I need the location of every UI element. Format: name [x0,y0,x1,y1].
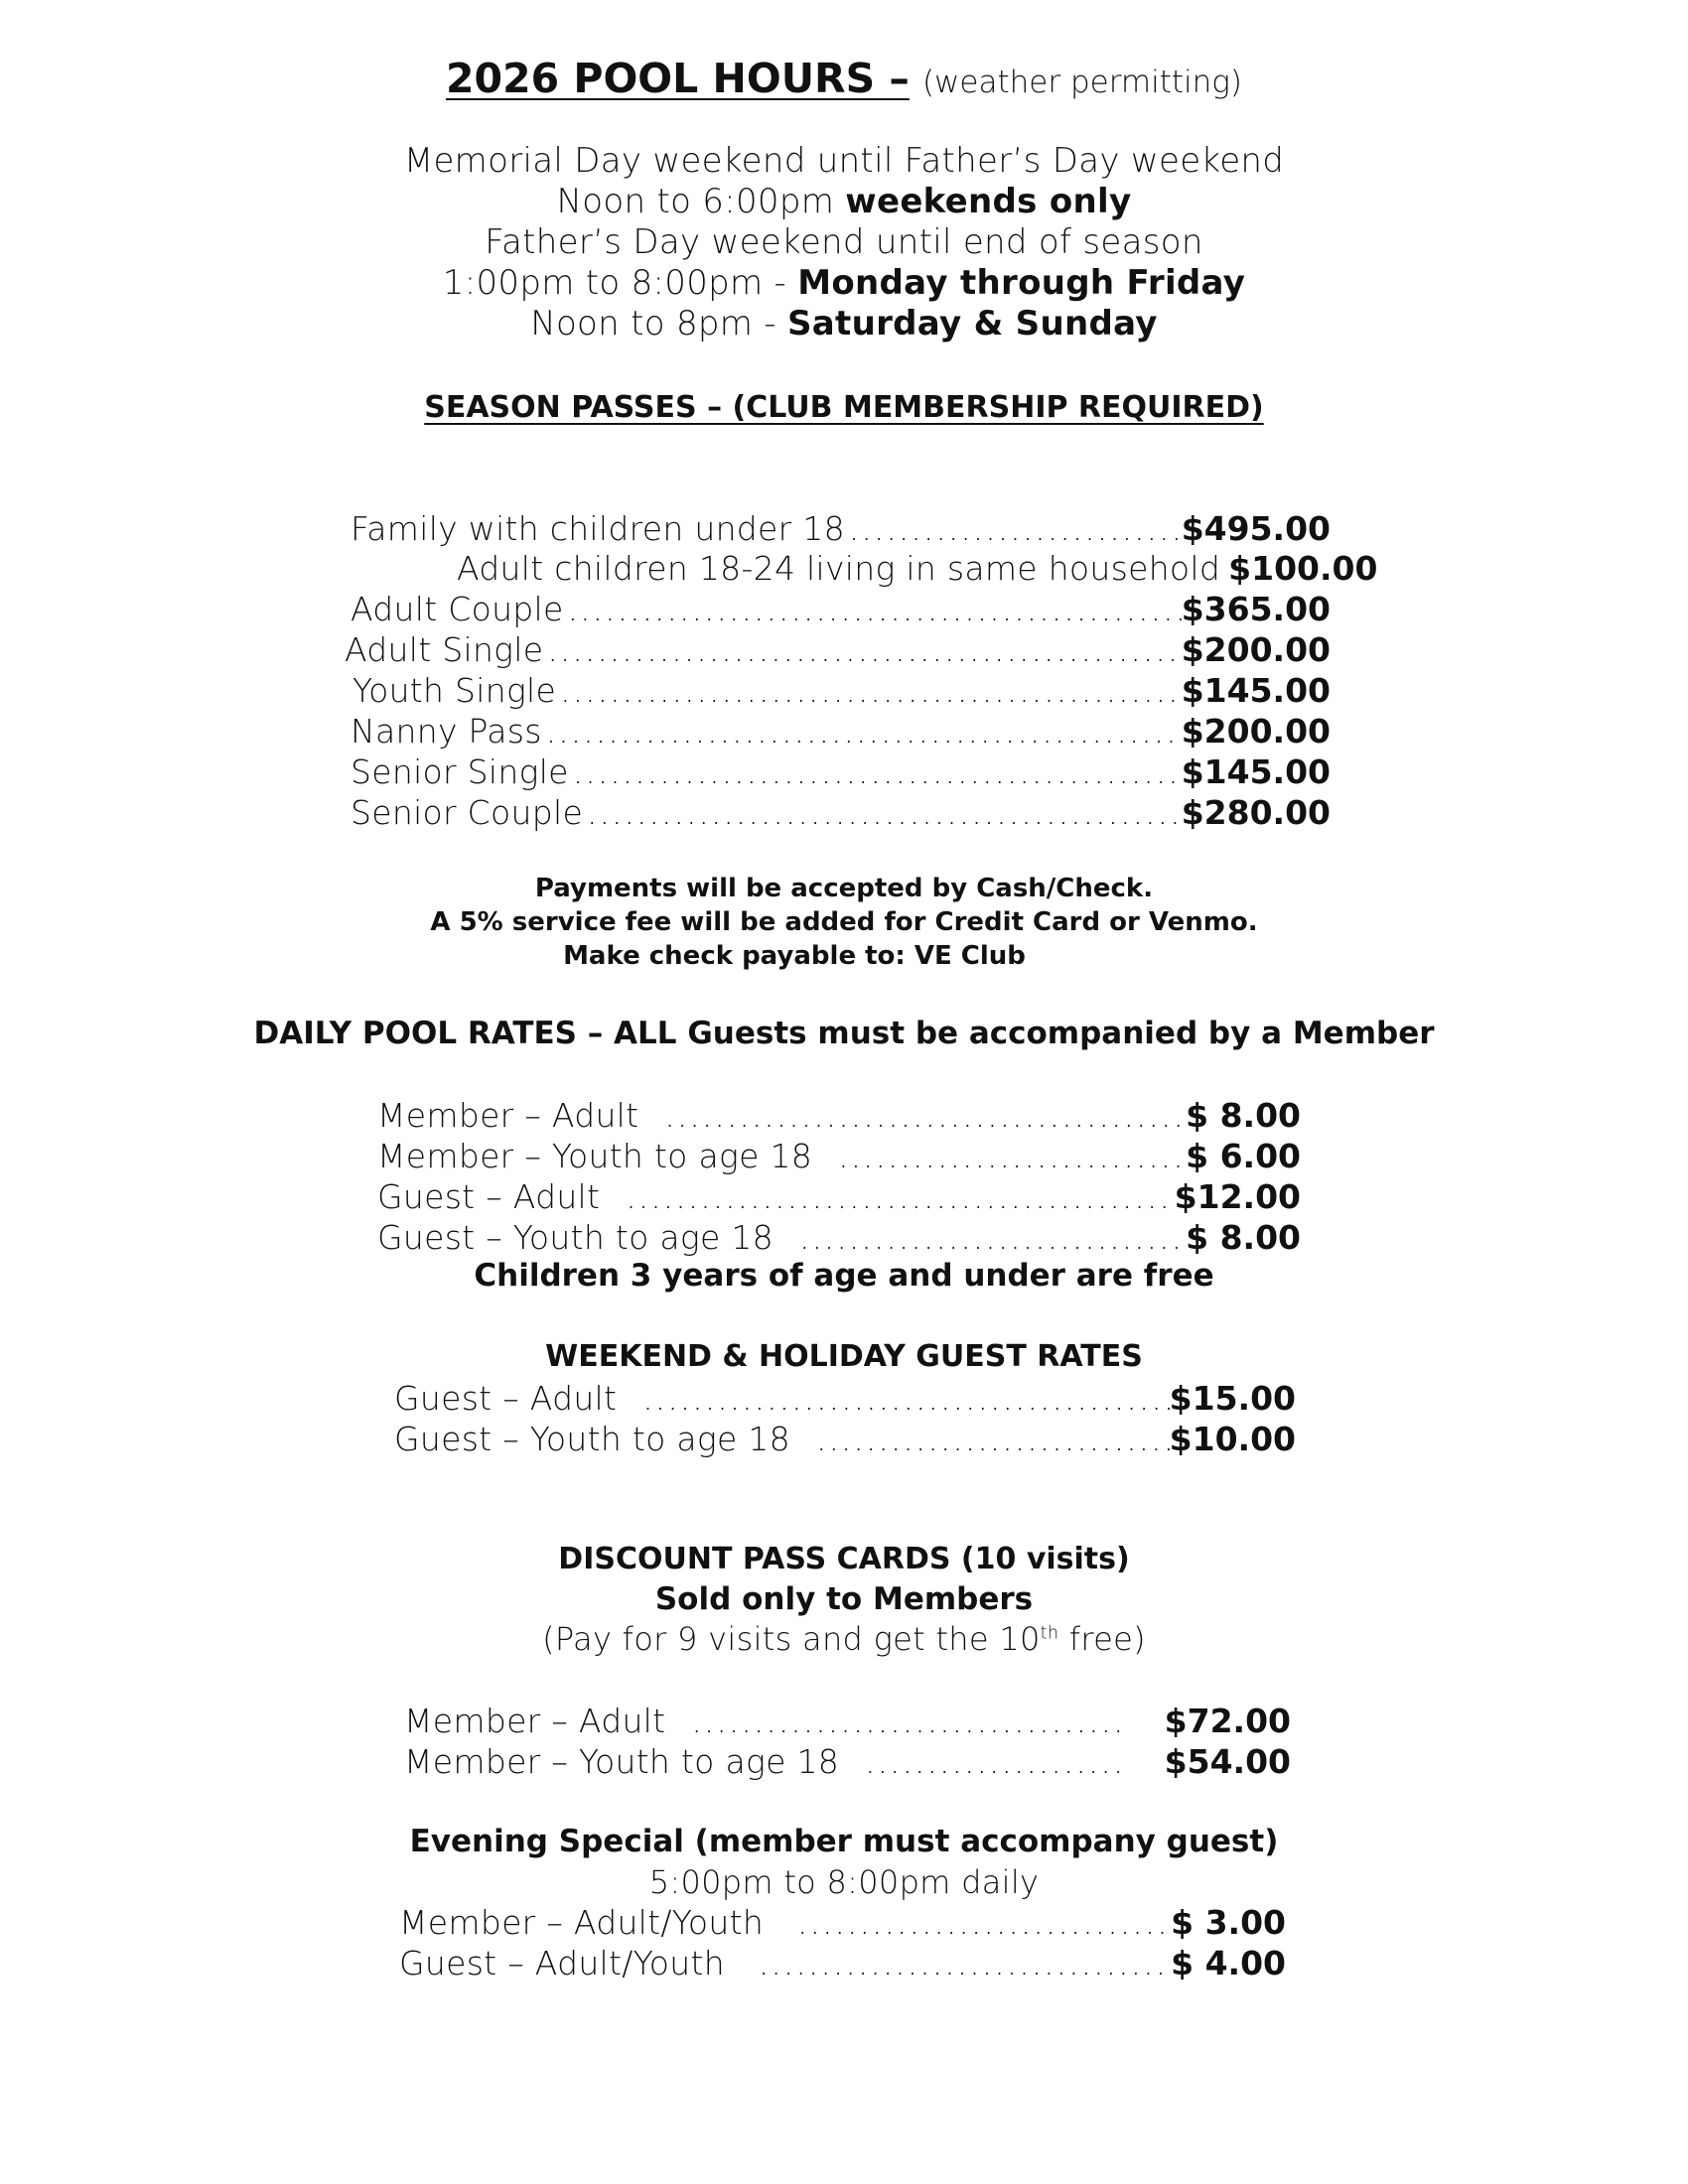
evening-label: Guest – Adult/Youth [399,1944,725,1982]
leader-dots [556,671,1182,710]
discount-row [404,1742,1291,1784]
leader-dots [638,1379,1169,1418]
rate-price: $15.00 [1169,1379,1296,1418]
evening-label: Member – Adult/Youth [399,1903,765,1942]
pass-price: $100.00 [1228,549,1378,588]
leader-dots [861,1742,1125,1781]
hours-bold: Monday through Friday [797,263,1246,303]
discount-price: $54.00 [1164,1742,1291,1781]
leader-dots [793,1903,1171,1942]
discount-note [0,1620,1688,1658]
discount-note-text: (Pay for 9 visits and get the 10 [542,1620,1041,1658]
leader-dots [834,1137,1186,1175]
leader-dots [755,1944,1171,1982]
rate-label: Guest – Youth to age 18 [394,1420,790,1458]
hours-line [0,263,1688,303]
daily-rate-row [377,1218,1301,1260]
leader-dots [812,1420,1170,1458]
leader-dots [795,1218,1186,1257]
discount-heading: DISCOUNT PASS CARDS (10 visits) [558,1542,1130,1576]
pass-price: $200.00 [1181,630,1331,669]
weekend-rates-heading: WEEKEND & HOLIDAY GUEST RATES [545,1339,1143,1374]
hours-line [0,141,1688,181]
pass-price: $145.00 [1181,671,1331,710]
evening-row [399,1944,1286,1985]
evening-heading: Evening Special (member must accompany guest) [409,1824,1279,1859]
leader-dots [543,630,1181,669]
title-text: 2026 POOL HOURS – [446,55,910,102]
pass-price: $365.00 [1181,590,1331,628]
evening-hours: 5:00pm to 8:00pm daily [648,1863,1040,1901]
hours-text: Memorial Day weekend until Father’s Day weekend [403,141,1285,181]
hours-line [0,222,1688,262]
season-pass-row [345,630,1331,672]
leader-dots [622,1177,1174,1216]
pass-price: $495.00 [1181,509,1331,548]
leader-dots [583,793,1182,832]
pass-label: Youth Single [352,671,557,710]
daily-rate-row [377,1137,1301,1178]
hours-text: Noon to 8pm - [530,304,787,343]
weekend-rate-row [394,1420,1296,1461]
leader-dots [542,712,1182,751]
leader-dots [564,590,1182,628]
leader-dots [660,1096,1186,1135]
rate-label: Guest – Youth to age 18 [377,1218,774,1257]
leader-dots [845,509,1182,548]
children-free-note: Children 3 years of age and under are free [474,1258,1214,1294]
hours-text: Father’s Day weekend until end of season [485,222,1203,262]
hours-line [0,182,1688,221]
rate-label: Guest – Adult [394,1379,618,1418]
pass-label: Adult Single [345,630,544,669]
season-pass-row [352,671,1331,713]
pass-price: $200.00 [1181,712,1331,751]
daily-rate-row [377,1177,1301,1219]
leader-dots [1220,549,1228,588]
pass-price: $145.00 [1181,752,1331,791]
season-pass-row [351,712,1331,753]
pass-label: Adult Couple [351,590,564,628]
rate-price: $ 8.00 [1186,1096,1301,1135]
season-pass-row [351,793,1331,835]
season-pass-row [457,549,1378,591]
discount-note-text: free) [1058,1620,1146,1658]
hours-text: Noon to 6:00pm [556,182,846,221]
discount-note-sup: th [1040,1623,1059,1644]
page-title [0,55,1688,102]
discount-label: Member – Youth to age 18 [404,1742,840,1781]
rate-price: $12.00 [1174,1177,1301,1216]
weekend-rate-row [394,1379,1296,1421]
season-pass-row [351,509,1331,551]
title-note: (weather permitting) [921,65,1242,100]
discount-price: $72.00 [1164,1702,1291,1740]
payment-note: A 5% service fee will be added for Credit Card or Venmo. [430,907,1258,937]
discount-row [404,1702,1291,1743]
rate-price: $ 6.00 [1186,1137,1301,1175]
pass-label: Family with children under 18 [351,509,845,548]
pass-label: Senior Couple [351,793,584,832]
hours-bold: Saturday & Sunday [786,304,1158,343]
hours-text: 1:00pm to 8:00pm - [442,263,798,303]
leader-dots [687,1702,1124,1740]
daily-rate-row [377,1096,1301,1138]
season-passes-heading: SEASON PASSES – (CLUB MEMBERSHIP REQUIRED) [424,390,1264,425]
rate-label: Guest – Adult [377,1177,601,1216]
rate-price: $ 8.00 [1186,1218,1301,1257]
season-pass-row [351,752,1331,794]
discount-label: Member – Adult [404,1702,666,1740]
rate-label: Member – Youth to age 18 [377,1137,813,1175]
pass-label: Senior Single [351,752,569,791]
discount-subheading: Sold only to Members [654,1581,1034,1617]
rate-label: Member – Adult [377,1096,639,1135]
season-pass-row [351,590,1331,631]
pass-price: $280.00 [1181,793,1331,832]
evening-price: $ 3.00 [1171,1903,1286,1942]
pass-label: Adult children 18-24 living in same household [457,549,1221,588]
payment-note: Make check payable to: VE Club [563,941,1026,971]
daily-rates-heading: DAILY POOL RATES – ALL Guests must be accompanied by a Member [253,1016,1435,1051]
pass-label: Nanny Pass [351,712,542,751]
rate-price: $10.00 [1169,1420,1296,1458]
evening-row [399,1903,1286,1945]
leader-dots [569,752,1182,791]
hours-line [0,304,1688,343]
payment-note: Payments will be accepted by Cash/Check. [534,874,1154,903]
hours-bold: weekends only [845,182,1132,221]
evening-price: $ 4.00 [1171,1944,1286,1982]
